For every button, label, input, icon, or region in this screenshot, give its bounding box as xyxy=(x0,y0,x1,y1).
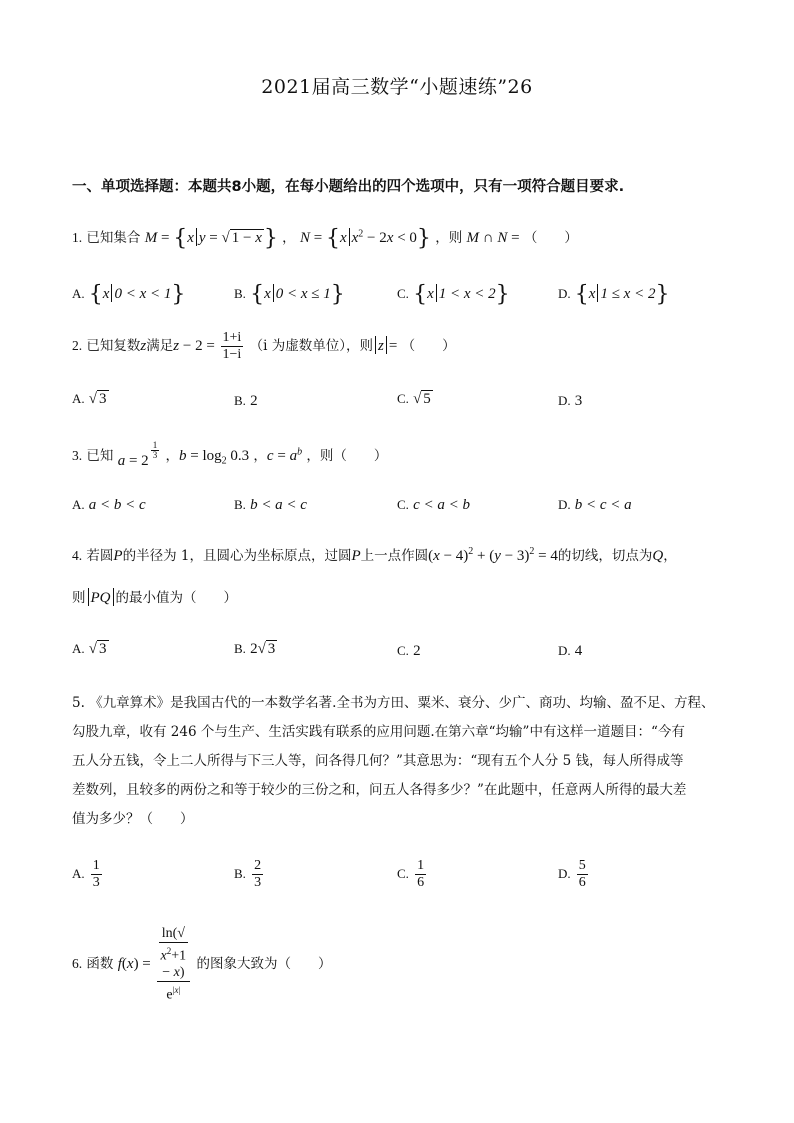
q1-option-c: C. {x 1 < x < 2} xyxy=(397,282,510,307)
section-heading: 一、单项选择题：本题共8小题，在每小题给出的四个选项中，只有一项符合题目要求. xyxy=(72,179,625,195)
q4-option-a: A. √ 3 xyxy=(72,641,107,657)
q5-option-c: C. $\frac{1}{6}$ xyxy=(397,858,425,890)
page-title: 2021届高三数学“小题速练”26 xyxy=(261,76,533,98)
question-1: 1. 已知集合 M = {x y = √ 1 − x} ， N = {x $x^2 - 2x < 0$} ，则 M ∩ N = （ ） xyxy=(72,226,578,251)
q2-option-c: C. √ 5 xyxy=(397,391,431,407)
q2-option-b: B. 2 xyxy=(234,393,258,409)
q5-option-a: A. $\frac{1}{3}$ xyxy=(72,858,100,890)
question-5: 5. 《九章算术》是我国古代的一本数学名著.全书为方田、粟米、衰分、少广、商功、均输、盈不足、方程、 勾股九章，收有 246 个与生产、生活实践有联系的应用问题.在第六章“均输”中有这样一道题目：“今有 五人分五钱，令上二人所得与下三人等，问各得几何？”其意思为：“现有五个人分 5 钱，每人所得成等 差数列，且较多的两份之和等于较少的三份之和，问五人各得多少？”在此题中，任意两人所得的最大差 值为多少？（ ） xyxy=(72,695,715,827)
question-3: 3. 已知 a = 2 $\frac{1}{3}$ ，$b = \log_2 0.3$ ，$c = a^b$ ，则（ ） xyxy=(72,440,388,469)
question-2: 2. 已知复数z满足z − 2 = $\frac{1+i}{1-i}$ （i 为虚数单位），则 z = （ ） xyxy=(72,330,456,362)
q1-option-d: D. {x 1 ≤ x < 2} xyxy=(558,282,670,307)
q5-option-b: B. $\frac{2}{3}$ xyxy=(234,858,262,890)
q2-option-d: D. 3 xyxy=(558,393,583,409)
q1-option-b: B. {x 0 < x ≤ 1} xyxy=(234,282,345,307)
q3-option-d: D. b < c < a xyxy=(558,497,632,513)
q4-option-b: B. 2√ 3 xyxy=(234,641,276,657)
q5-option-d: D. $\frac{5}{6}$ xyxy=(558,858,586,890)
q3-option-c: C. c < a < b xyxy=(397,497,470,513)
question-4: 4. 若圆P的半径为 1，且圆心为坐标原点，过圆P上一点作圆$(x - 4)^2 + (y - 3)^2 = 4$的切线，切点为Q， xyxy=(72,546,677,564)
q3-option-b: B. b < a < c xyxy=(234,497,307,513)
q4-option-c: C. 2 xyxy=(397,643,421,659)
q4-option-d: D. 4 xyxy=(558,643,583,659)
q3-option-a: A. a < b < c xyxy=(72,497,146,513)
q1-option-a: A. {x 0 < x < 1} xyxy=(72,282,186,307)
q2-option-a: A. √ 3 xyxy=(72,391,107,407)
question-4-line2: 则 PQ 的最小值为（ ） xyxy=(72,590,237,606)
question-6: 6. 函数 f(x) = ln(√ $x^2+1$ − x) $e^{|x|}$ 的图象大致为（ ） xyxy=(72,926,332,1003)
